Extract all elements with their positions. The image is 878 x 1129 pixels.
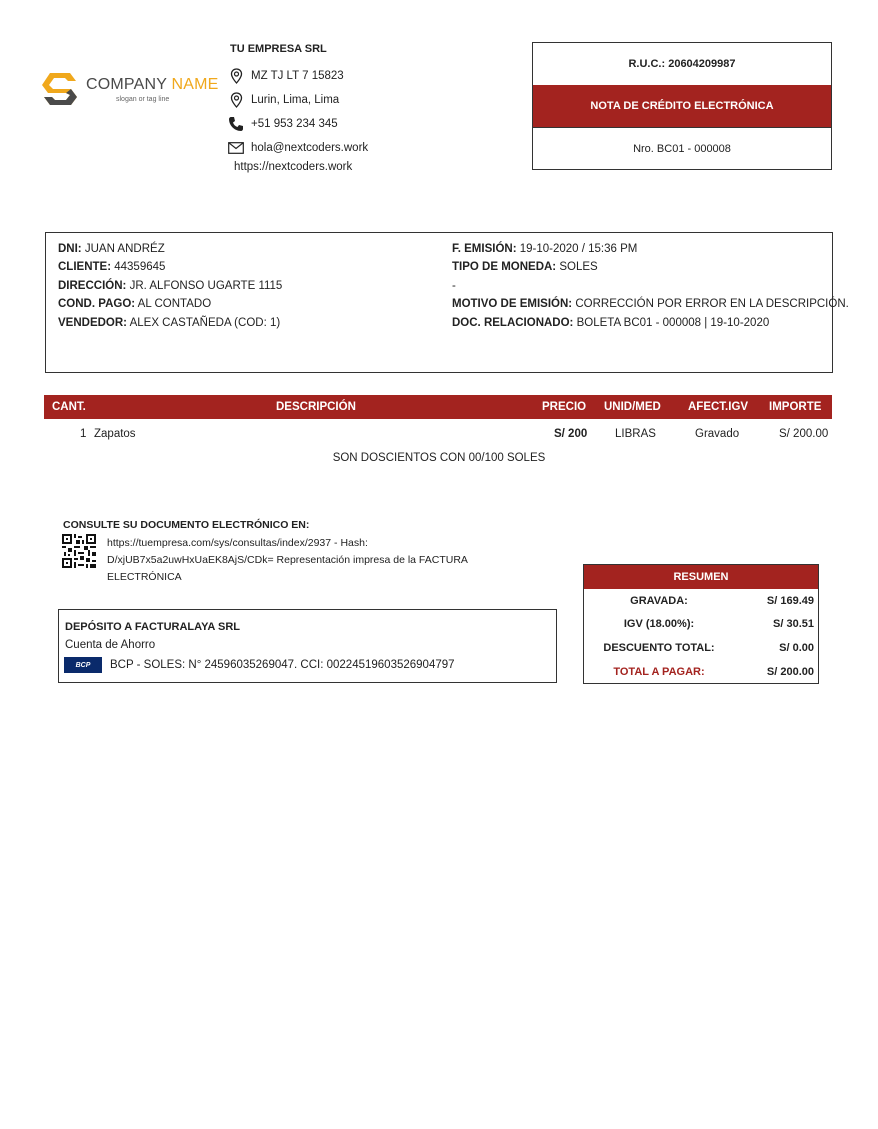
cond-pago-field: COND. PAGO: AL CONTADO	[58, 298, 212, 310]
col-cant: CANT.	[52, 401, 86, 413]
summary-gravada: GRAVADA: S/ 169.49	[630, 595, 814, 607]
qr-code-icon	[62, 534, 96, 568]
document-type: NOTA DE CRÉDITO ELECTRÓNICA	[533, 85, 831, 127]
address-text: MZ TJ LT 7 15823	[251, 70, 344, 82]
item-importe: S/ 200.00	[779, 428, 829, 440]
address-row	[228, 67, 344, 85]
logo-mark-icon	[40, 71, 80, 107]
summary-title: RESUMEN	[584, 565, 818, 589]
table-row	[44, 422, 832, 446]
email-text: hola@nextcoders.work	[251, 142, 369, 154]
company-title: TU EMPRESA SRL	[230, 43, 327, 55]
item-afect-igv: Gravado	[695, 428, 740, 440]
email-row	[228, 139, 368, 157]
items-table-header	[44, 395, 832, 419]
direccion-field: DIRECCIÓN: JR. ALFONSO UGARTE 1115	[58, 280, 283, 292]
consult-text: https://tuempresa.com/sys/consultas/index/2937 - Hash: D/xjUB7x5a2uwHxUaEK8AjS/CDk= Representación impresa de la FACTURA ELECTRÓNICA	[107, 537, 468, 583]
motivo-field: MOTIVO DE EMISIÓN: CORRECCIÓN POR ERROR EN LA DESCRIPCIÓN.	[452, 298, 849, 310]
location-pin-icon	[228, 68, 244, 84]
consult-title: CONSULTE SU DOCUMENTO ELECTRÓNICO EN:	[63, 519, 310, 531]
summary-total: TOTAL A PAGAR: S/ 200.00	[613, 666, 814, 678]
summary-igv: IGV (18.00%): S/ 30.51	[623, 618, 814, 630]
item-precio: S/ 200	[554, 428, 588, 440]
deposit-title: DEPÓSITO A FACTURALAYA SRL	[65, 621, 241, 633]
mail-icon	[228, 140, 244, 156]
summary-descuento: DESCUENTO TOTAL: S/ 0.00	[603, 642, 814, 654]
phone-text: +51 953 234 345	[251, 118, 338, 130]
amount-in-words: SON DOSCIENTOS CON 00/100 SOLES	[332, 452, 546, 464]
ruc-number: R.U.C.: 20604209987	[628, 58, 736, 70]
company-slogan: slogan or tag line	[116, 96, 170, 103]
website-link[interactable]: https://nextcoders.work	[234, 161, 353, 173]
summary-box	[583, 564, 819, 684]
moneda-field: TIPO DE MONEDA: SOLES	[452, 261, 598, 273]
document-id-box	[532, 42, 832, 170]
emision-field: F. EMISIÓN: 19-10-2020 / 15:36 PM	[452, 243, 638, 255]
item-unid-med: LIBRAS	[615, 428, 656, 440]
city-row	[228, 91, 339, 109]
item-descripcion: Zapatos	[94, 428, 136, 440]
client-info-box	[45, 232, 849, 373]
col-afect-igv: AFECT.IGV	[688, 401, 749, 413]
location-pin-icon	[228, 92, 244, 108]
item-cant: 1	[80, 428, 87, 440]
blank-field: -	[452, 280, 456, 292]
col-unid-med: UNID/MED	[604, 401, 661, 413]
dni-field: DNI: JUAN ANDRÉZ	[58, 243, 165, 255]
col-descripcion: DESCRIPCIÓN	[276, 401, 356, 413]
deposit-account-type: Cuenta de Ahorro	[65, 639, 156, 651]
col-precio: PRECIO	[542, 401, 587, 413]
deposit-box	[58, 609, 557, 683]
city-text: Lurin, Lima, Lima	[251, 94, 340, 106]
document-number: Nro. BC01 - 000008	[533, 127, 831, 170]
col-importe: IMPORTE	[769, 401, 822, 413]
company-logo	[40, 71, 219, 111]
vendedor-field: VENDEDOR: ALEX CASTAÑEDA (COD: 1)	[58, 317, 281, 329]
phone-icon	[228, 116, 244, 132]
deposit-account-line: BCP - SOLES: N° 24596035269047. CCI: 00224519603526904797	[110, 659, 455, 671]
bank-logo-icon: BCP	[64, 657, 102, 673]
phone-row	[228, 115, 338, 133]
company-name: COMPANY NAME	[86, 76, 219, 93]
doc-relacionado-field: DOC. RELACIONADO: BOLETA BC01 - 000008 | 19-10-2020	[452, 317, 770, 329]
cliente-field: CLIENTE: 44359645	[58, 261, 166, 273]
